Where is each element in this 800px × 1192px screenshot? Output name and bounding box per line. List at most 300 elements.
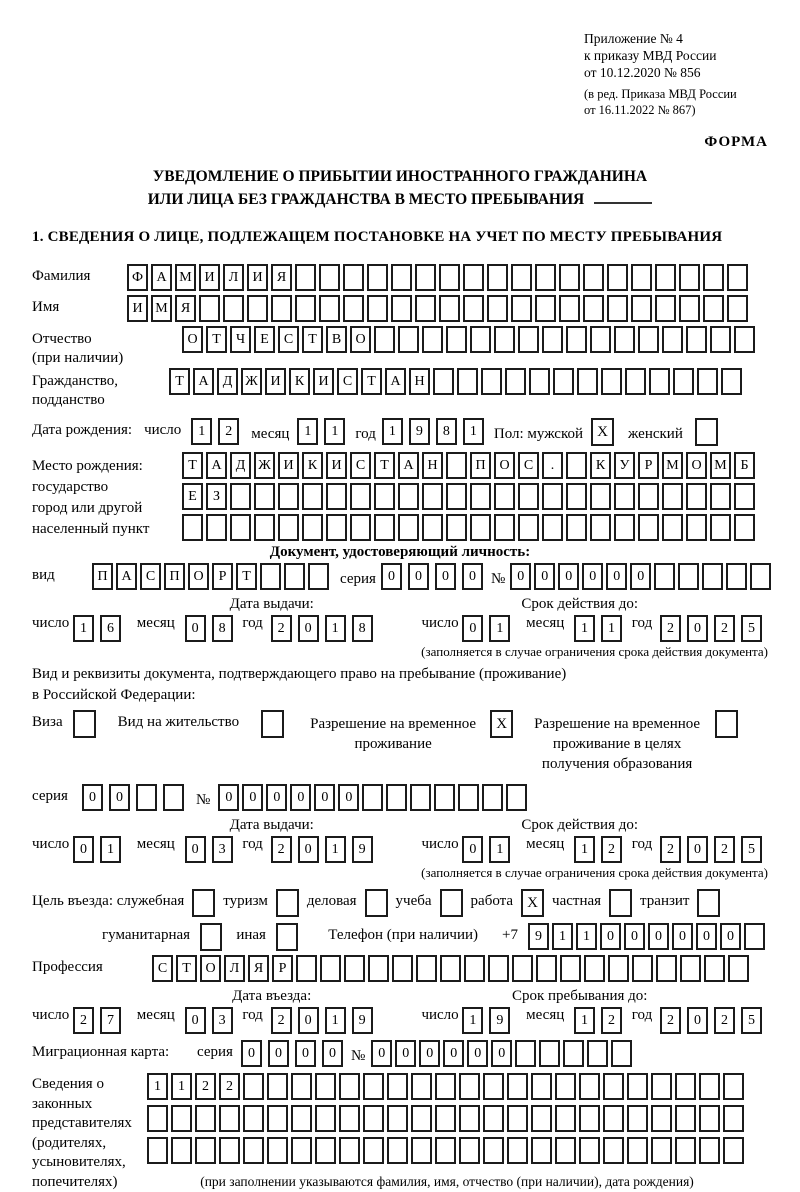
char-cell[interactable] [416,955,437,982]
char-cell[interactable]: 3 [212,836,233,863]
char-cell[interactable] [367,295,388,322]
char-cell[interactable] [515,1040,536,1067]
char-cell[interactable] [651,1073,672,1100]
char-cell[interactable] [686,326,707,353]
char-cell[interactable]: 1 [325,615,346,642]
residence-permit-checkbox[interactable] [261,710,284,738]
char-cell[interactable] [734,483,755,510]
char-cell[interactable] [267,1137,288,1164]
char-cell[interactable]: 0 [462,615,483,642]
char-cell[interactable] [723,1137,744,1164]
char-cell[interactable] [584,955,605,982]
char-cell[interactable] [267,1105,288,1132]
char-cell[interactable]: 1 [462,1007,483,1034]
char-cell[interactable] [308,563,329,590]
char-cell[interactable]: И [265,368,286,395]
char-cell[interactable] [703,264,724,291]
char-cell[interactable] [744,923,765,950]
char-cell[interactable] [511,264,532,291]
char-cell[interactable] [339,1105,360,1132]
char-cell[interactable] [649,368,670,395]
char-cell[interactable]: 0 [381,563,402,590]
char-cell[interactable]: 2 [271,615,292,642]
char-cell[interactable] [470,326,491,353]
char-cell[interactable]: К [302,452,323,479]
char-cell[interactable]: 9 [409,418,430,445]
char-cell[interactable] [723,1105,744,1132]
char-cell[interactable]: 0 [630,563,651,590]
char-cell[interactable] [422,514,443,541]
char-cell[interactable] [398,483,419,510]
char-cell[interactable]: 2 [660,836,681,863]
char-cell[interactable] [415,295,436,322]
char-cell[interactable]: А [193,368,214,395]
char-cell[interactable]: 0 [109,784,130,811]
char-cell[interactable]: 0 [218,784,239,811]
char-cell[interactable] [487,264,508,291]
char-cell[interactable] [411,1105,432,1132]
char-cell[interactable]: 0 [73,836,94,863]
title-blank-line[interactable] [594,188,652,204]
char-cell[interactable]: М [662,452,683,479]
char-cell[interactable]: И [199,264,220,291]
char-cell[interactable]: Н [409,368,430,395]
char-cell[interactable]: 0 [371,1040,392,1067]
char-cell[interactable] [387,1073,408,1100]
char-cell[interactable]: И [326,452,347,479]
char-cell[interactable] [678,563,699,590]
char-cell[interactable] [363,1137,384,1164]
char-cell[interactable] [553,368,574,395]
char-cell[interactable] [675,1073,696,1100]
char-cell[interactable]: О [686,452,707,479]
char-cell[interactable]: 1 [382,418,403,445]
char-cell[interactable]: 3 [212,1007,233,1034]
char-cell[interactable]: 9 [489,1007,510,1034]
char-cell[interactable]: 1 [324,418,345,445]
purpose-study-checkbox[interactable] [440,889,463,917]
char-cell[interactable] [536,955,557,982]
char-cell[interactable] [679,295,700,322]
char-cell[interactable] [531,1137,552,1164]
char-cell[interactable] [662,514,683,541]
char-cell[interactable] [295,264,316,291]
char-cell[interactable]: 9 [352,1007,373,1034]
char-cell[interactable] [577,368,598,395]
char-cell[interactable] [726,563,747,590]
char-cell[interactable]: 0 [338,784,359,811]
char-cell[interactable]: Т [169,368,190,395]
char-cell[interactable] [710,326,731,353]
char-cell[interactable]: 0 [268,1040,289,1067]
char-cell[interactable] [422,483,443,510]
char-cell[interactable]: С [350,452,371,479]
char-cell[interactable]: 0 [314,784,335,811]
char-cell[interactable]: 0 [582,563,603,590]
char-cell[interactable]: 1 [601,615,622,642]
char-cell[interactable] [614,483,635,510]
char-cell[interactable]: 0 [462,836,483,863]
char-cell[interactable] [608,955,629,982]
char-cell[interactable] [506,784,527,811]
char-cell[interactable] [699,1073,720,1100]
char-cell[interactable]: 1 [489,836,510,863]
char-cell[interactable] [483,1137,504,1164]
char-cell[interactable] [703,295,724,322]
char-cell[interactable] [750,563,771,590]
char-cell[interactable] [483,1105,504,1132]
char-cell[interactable] [463,295,484,322]
char-cell[interactable]: А [151,264,172,291]
char-cell[interactable]: 0 [534,563,555,590]
char-cell[interactable] [483,1073,504,1100]
char-cell[interactable] [559,295,580,322]
char-cell[interactable]: 0 [687,1007,708,1034]
char-cell[interactable]: 0 [322,1040,343,1067]
char-cell[interactable] [625,368,646,395]
char-cell[interactable] [350,514,371,541]
char-cell[interactable]: Я [248,955,269,982]
char-cell[interactable] [686,483,707,510]
char-cell[interactable]: 1 [100,836,121,863]
char-cell[interactable]: 9 [528,923,549,950]
char-cell[interactable] [601,368,622,395]
char-cell[interactable] [607,264,628,291]
char-cell[interactable] [505,368,526,395]
char-cell[interactable]: 0 [720,923,741,950]
purpose-private-checkbox[interactable] [609,889,632,917]
purpose-business-checkbox[interactable] [365,889,388,917]
char-cell[interactable]: К [590,452,611,479]
char-cell[interactable] [195,1105,216,1132]
char-cell[interactable] [182,514,203,541]
char-cell[interactable] [638,483,659,510]
char-cell[interactable] [278,483,299,510]
char-cell[interactable] [507,1137,528,1164]
char-cell[interactable]: О [200,955,221,982]
char-cell[interactable] [734,326,755,353]
char-cell[interactable]: 1 [552,923,573,950]
char-cell[interactable] [459,1073,480,1100]
char-cell[interactable] [627,1105,648,1132]
char-cell[interactable] [542,514,563,541]
char-cell[interactable]: 1 [574,1007,595,1034]
temp-permit-checkbox[interactable]: X [490,710,513,738]
char-cell[interactable]: 0 [298,836,319,863]
char-cell[interactable] [320,955,341,982]
char-cell[interactable] [415,264,436,291]
char-cell[interactable] [702,563,723,590]
char-cell[interactable] [603,1105,624,1132]
char-cell[interactable] [433,368,454,395]
char-cell[interactable]: 0 [435,563,456,590]
char-cell[interactable]: 7 [100,1007,121,1034]
char-cell[interactable] [362,784,383,811]
char-cell[interactable] [535,295,556,322]
char-cell[interactable]: 0 [672,923,693,950]
char-cell[interactable] [710,514,731,541]
char-cell[interactable] [482,784,503,811]
char-cell[interactable]: 1 [325,836,346,863]
char-cell[interactable] [296,955,317,982]
purpose-humanitarian-checkbox[interactable] [200,923,222,951]
char-cell[interactable]: 1 [463,418,484,445]
char-cell[interactable] [350,483,371,510]
char-cell[interactable]: 1 [574,836,595,863]
char-cell[interactable] [439,295,460,322]
char-cell[interactable] [368,955,389,982]
char-cell[interactable] [531,1073,552,1100]
char-cell[interactable] [295,295,316,322]
char-cell[interactable]: 2 [714,836,735,863]
char-cell[interactable]: 1 [171,1073,192,1100]
char-cell[interactable] [654,563,675,590]
char-cell[interactable]: 2 [271,836,292,863]
char-cell[interactable] [518,514,539,541]
char-cell[interactable]: 1 [297,418,318,445]
char-cell[interactable]: И [313,368,334,395]
char-cell[interactable] [559,264,580,291]
char-cell[interactable] [721,368,742,395]
char-cell[interactable]: 0 [491,1040,512,1067]
char-cell[interactable] [315,1105,336,1132]
visa-checkbox[interactable] [73,710,96,738]
char-cell[interactable]: 0 [606,563,627,590]
char-cell[interactable] [655,264,676,291]
char-cell[interactable] [459,1137,480,1164]
char-cell[interactable] [147,1105,168,1132]
char-cell[interactable] [319,295,340,322]
char-cell[interactable] [326,514,347,541]
char-cell[interactable] [147,1137,168,1164]
char-cell[interactable]: 0 [462,563,483,590]
char-cell[interactable]: Т [374,452,395,479]
char-cell[interactable] [518,483,539,510]
char-cell[interactable] [326,483,347,510]
char-cell[interactable]: О [188,563,209,590]
char-cell[interactable]: Ж [254,452,275,479]
char-cell[interactable] [446,483,467,510]
char-cell[interactable] [206,514,227,541]
char-cell[interactable] [254,483,275,510]
char-cell[interactable] [243,1073,264,1100]
char-cell[interactable]: 0 [242,784,263,811]
char-cell[interactable] [243,1105,264,1132]
char-cell[interactable]: Я [175,295,196,322]
char-cell[interactable]: С [518,452,539,479]
char-cell[interactable] [675,1137,696,1164]
char-cell[interactable] [583,264,604,291]
char-cell[interactable]: И [278,452,299,479]
char-cell[interactable]: 8 [436,418,457,445]
char-cell[interactable]: В [326,326,347,353]
char-cell[interactable] [566,483,587,510]
char-cell[interactable] [343,295,364,322]
char-cell[interactable] [458,784,479,811]
char-cell[interactable] [675,1105,696,1132]
char-cell[interactable]: 0 [290,784,311,811]
purpose-other-checkbox[interactable] [276,923,298,951]
char-cell[interactable]: А [206,452,227,479]
char-cell[interactable] [434,784,455,811]
char-cell[interactable] [260,563,281,590]
char-cell[interactable] [656,955,677,982]
char-cell[interactable] [555,1105,576,1132]
char-cell[interactable]: 0 [696,923,717,950]
char-cell[interactable] [464,955,485,982]
purpose-work-checkbox[interactable]: X [521,889,544,917]
char-cell[interactable]: Т [361,368,382,395]
char-cell[interactable] [555,1073,576,1100]
char-cell[interactable] [374,326,395,353]
char-cell[interactable] [446,326,467,353]
char-cell[interactable]: М [175,264,196,291]
char-cell[interactable] [136,784,157,811]
char-cell[interactable]: 0 [687,615,708,642]
char-cell[interactable] [435,1137,456,1164]
char-cell[interactable] [398,326,419,353]
char-cell[interactable]: 0 [185,615,206,642]
char-cell[interactable] [651,1137,672,1164]
char-cell[interactable] [223,295,244,322]
char-cell[interactable]: Д [230,452,251,479]
char-cell[interactable] [391,264,412,291]
char-cell[interactable] [219,1137,240,1164]
char-cell[interactable] [171,1137,192,1164]
char-cell[interactable]: 8 [212,615,233,642]
char-cell[interactable] [435,1105,456,1132]
char-cell[interactable] [539,1040,560,1067]
char-cell[interactable]: Д [217,368,238,395]
char-cell[interactable] [339,1137,360,1164]
char-cell[interactable]: Т [176,955,197,982]
char-cell[interactable] [655,295,676,322]
char-cell[interactable]: Е [182,483,203,510]
char-cell[interactable]: 2 [660,1007,681,1034]
char-cell[interactable] [291,1137,312,1164]
char-cell[interactable] [529,368,550,395]
char-cell[interactable] [422,326,443,353]
char-cell[interactable]: З [206,483,227,510]
char-cell[interactable] [411,1137,432,1164]
char-cell[interactable] [278,514,299,541]
char-cell[interactable] [267,1073,288,1100]
sex-male-checkbox[interactable]: X [591,418,614,446]
char-cell[interactable] [507,1105,528,1132]
char-cell[interactable] [560,955,581,982]
char-cell[interactable] [579,1105,600,1132]
char-cell[interactable] [651,1105,672,1132]
char-cell[interactable]: 0 [624,923,645,950]
char-cell[interactable]: Ч [230,326,251,353]
char-cell[interactable]: 0 [467,1040,488,1067]
char-cell[interactable] [315,1137,336,1164]
char-cell[interactable] [563,1040,584,1067]
char-cell[interactable]: Л [223,264,244,291]
char-cell[interactable]: Б [734,452,755,479]
char-cell[interactable]: М [151,295,172,322]
char-cell[interactable] [488,955,509,982]
char-cell[interactable] [470,514,491,541]
char-cell[interactable] [590,483,611,510]
char-cell[interactable] [315,1073,336,1100]
char-cell[interactable]: 0 [295,1040,316,1067]
char-cell[interactable]: 0 [600,923,621,950]
char-cell[interactable] [363,1105,384,1132]
char-cell[interactable]: Я [271,264,292,291]
char-cell[interactable] [555,1137,576,1164]
char-cell[interactable] [511,295,532,322]
char-cell[interactable] [398,514,419,541]
char-cell[interactable] [587,1040,608,1067]
char-cell[interactable]: 1 [576,923,597,950]
char-cell[interactable] [728,955,749,982]
char-cell[interactable] [535,264,556,291]
char-cell[interactable] [410,784,431,811]
char-cell[interactable] [302,514,323,541]
char-cell[interactable] [367,264,388,291]
sex-female-checkbox[interactable] [695,418,718,446]
char-cell[interactable] [487,295,508,322]
char-cell[interactable]: 0 [558,563,579,590]
char-cell[interactable]: 0 [298,615,319,642]
char-cell[interactable] [699,1105,720,1132]
char-cell[interactable] [254,514,275,541]
char-cell[interactable]: 2 [601,1007,622,1034]
char-cell[interactable]: 0 [395,1040,416,1067]
char-cell[interactable] [463,264,484,291]
char-cell[interactable] [727,264,748,291]
char-cell[interactable] [411,1073,432,1100]
char-cell[interactable] [374,483,395,510]
char-cell[interactable] [163,784,184,811]
purpose-transit-checkbox[interactable] [697,889,720,917]
char-cell[interactable] [446,452,467,479]
char-cell[interactable] [512,955,533,982]
char-cell[interactable]: С [140,563,161,590]
char-cell[interactable] [566,326,587,353]
char-cell[interactable] [607,295,628,322]
char-cell[interactable]: Л [224,955,245,982]
char-cell[interactable] [470,483,491,510]
char-cell[interactable] [518,326,539,353]
char-cell[interactable] [284,563,305,590]
char-cell[interactable]: Т [302,326,323,353]
char-cell[interactable] [344,955,365,982]
char-cell[interactable]: 0 [266,784,287,811]
char-cell[interactable]: 2 [218,418,239,445]
char-cell[interactable] [446,514,467,541]
char-cell[interactable] [343,264,364,291]
char-cell[interactable]: 2 [714,615,735,642]
char-cell[interactable] [387,1137,408,1164]
char-cell[interactable]: Ф [127,264,148,291]
char-cell[interactable] [627,1137,648,1164]
char-cell[interactable] [590,514,611,541]
char-cell[interactable] [603,1137,624,1164]
char-cell[interactable]: Ж [241,368,262,395]
char-cell[interactable] [704,955,725,982]
char-cell[interactable] [247,295,268,322]
char-cell[interactable] [171,1105,192,1132]
char-cell[interactable]: О [182,326,203,353]
char-cell[interactable]: П [470,452,491,479]
char-cell[interactable]: . [542,452,563,479]
char-cell[interactable]: 1 [489,615,510,642]
char-cell[interactable] [614,514,635,541]
char-cell[interactable] [387,1105,408,1132]
char-cell[interactable]: 2 [271,1007,292,1034]
